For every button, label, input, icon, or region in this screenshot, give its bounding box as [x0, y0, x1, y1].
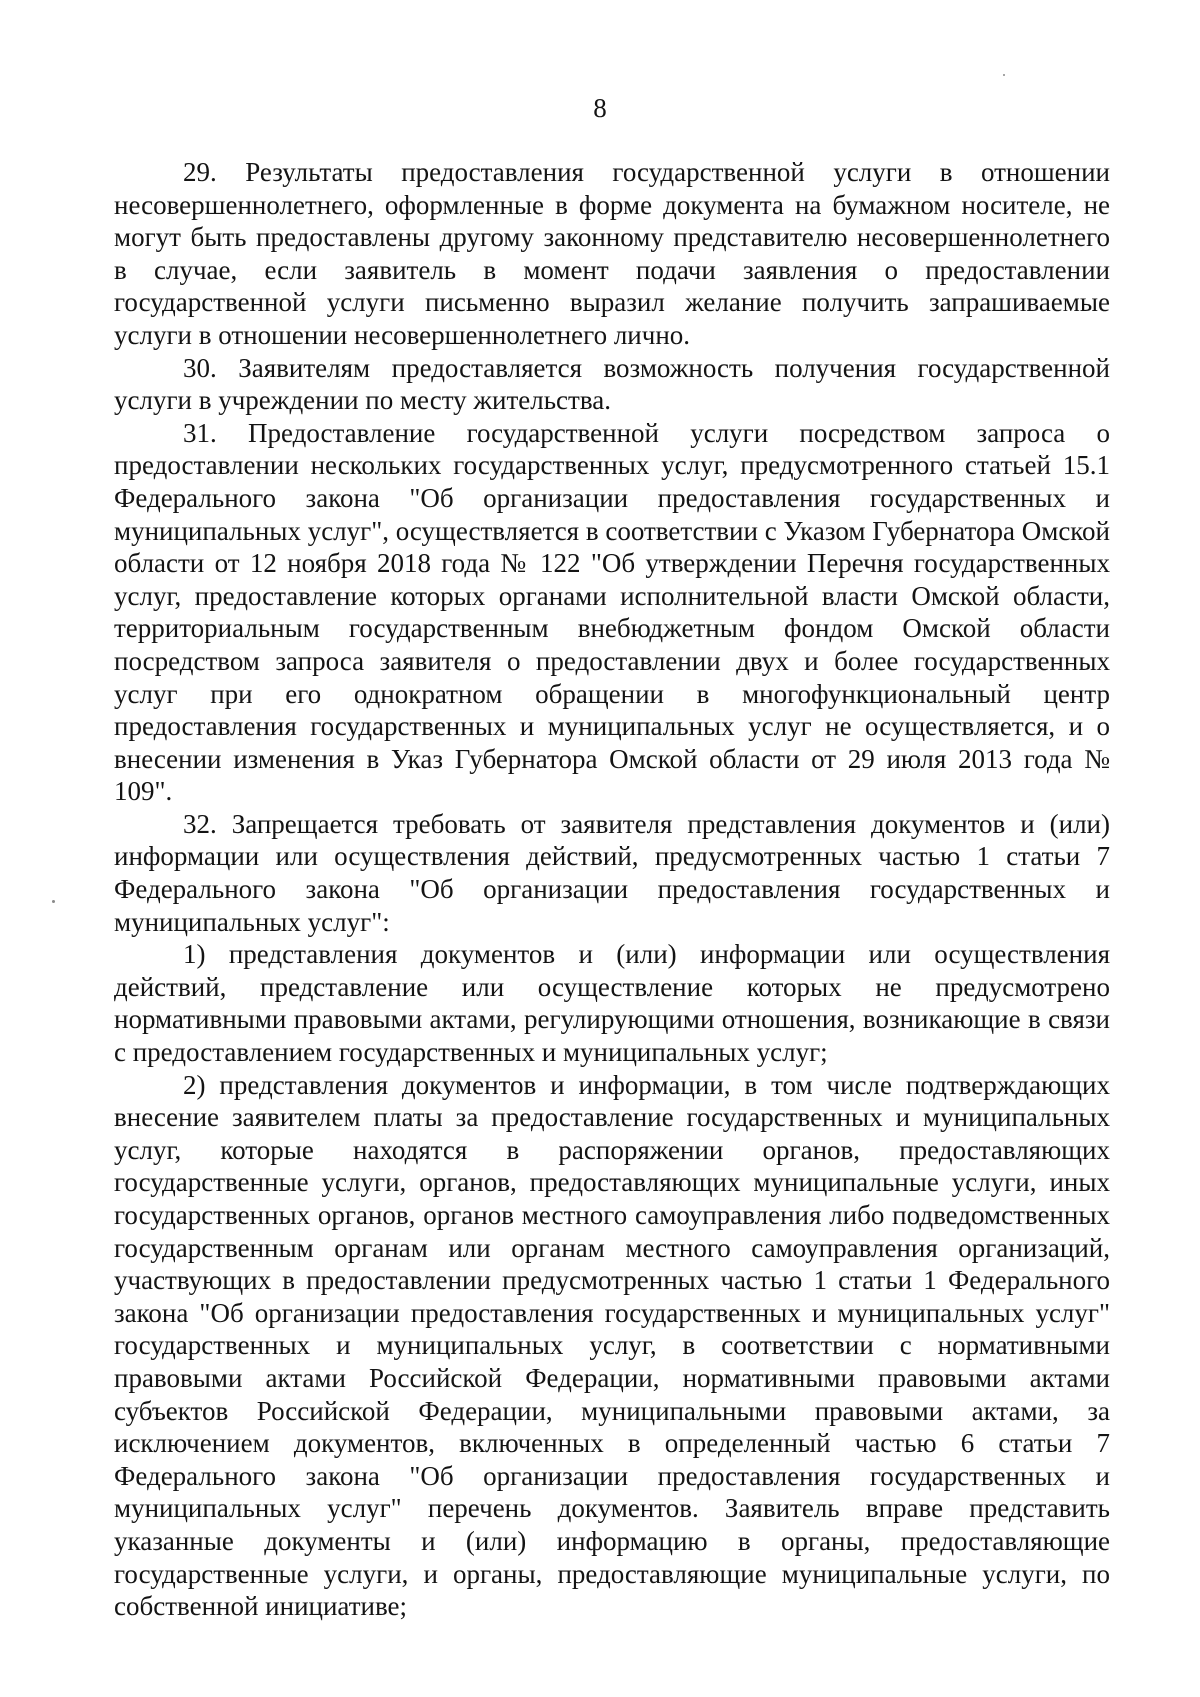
scan-speck — [1003, 74, 1005, 76]
document-body — [114, 156, 1110, 1623]
page-number: 8 — [593, 93, 607, 123]
scan-speck — [52, 900, 55, 903]
paragraph-32: 32. Запрещается требовать от заявителя представления документов и (или) информации или осуществления действий, предусмотренных частью 1 статьи 7 Федерального закона "Об организации предоставления государственных и муниципальных услуг": — [114, 808, 1110, 937]
paragraph-32-item-1: 1) представления документов и (или) информации или осуществления действий, представление или осуществление которых не предусмотрено нормативными правовыми актами, регулирующими отношения, возникающие в связи с предоставлением государственных и муниципальных услуг; — [114, 939, 1110, 1068]
paragraph-31: 31. Предоставление государственной услуги посредством запроса о предоставлении нескольких государственных услуг, предусмотренного статьей 15.1 Федерального закона "Об организации предоставления государственных и муниципальных услуг", осуществляется в соответствии с Указом Губернатора Омской области от 12 ноября 2018 года № 122 "Об утверждении Перечня государственных услуг, предоставление которых органами исполнительной власти Омской области, территориальным государственным внебюджетным фондом Омской области посредством запроса заявителя о предоставлении двух и более государственных услуг при его однократном обращении в многофункциональный центр предоставления государственных и муниципальных услуг не осуществляется, и о внесении изменения в Указ Губернатора Омской области от 29 июля 2013 года № 109". — [114, 417, 1110, 807]
paragraph-29: 29. Результаты предоставления государственной услуги в отношении несовершеннолетнего, оформленные в форме документа на бумажном носителе, не могут быть предоставлены другому законному представителю несовершеннолетнего в случае, если заявитель в момент подачи заявления о предоставлении государственной услуги письменно выразил желание получить запрашиваемые услуги в отношении несовершеннолетнего лично. — [114, 157, 1110, 350]
paragraph-32-item-2: 2) представления документов и информации, в том числе подтверждающих внесение заявителем платы за предоставление государственных и муниципальных услуг, которые находятся в распоряжении органов, предоставляющих государственные услуги, органов, предоставляющих муниципальные услуги, иных государственных органов, органов местного самоуправления либо подведомственных государственным органам или органам местного самоуправления организаций, участвующих в предоставлении предусмотренных частью 1 статьи 1 Федерального закона "Об организации предоставления государственных и муниципальных услуг" государственных и муниципальных услуг, в соответствии с нормативными правовыми актами Российской Федерации, нормативными правовыми актами субъектов Российской Федерации, муниципальными правовыми актами, за исключением документов, включенных в определенный частью 6 статьи 7 Федерального закона "Об организации предоставления государственных и муниципальных услуг" перечень документов. Заявитель вправе представить указанные документы и (или) информацию в органы, предоставляющие государственные услуги, и органы, предоставляющие муниципальные услуги, по собственной инициативе; — [114, 1069, 1110, 1622]
paragraph-30: 30. Заявителям предоставляется возможность получения государственной услуги в учреждении по месту жительства. — [114, 352, 1110, 416]
